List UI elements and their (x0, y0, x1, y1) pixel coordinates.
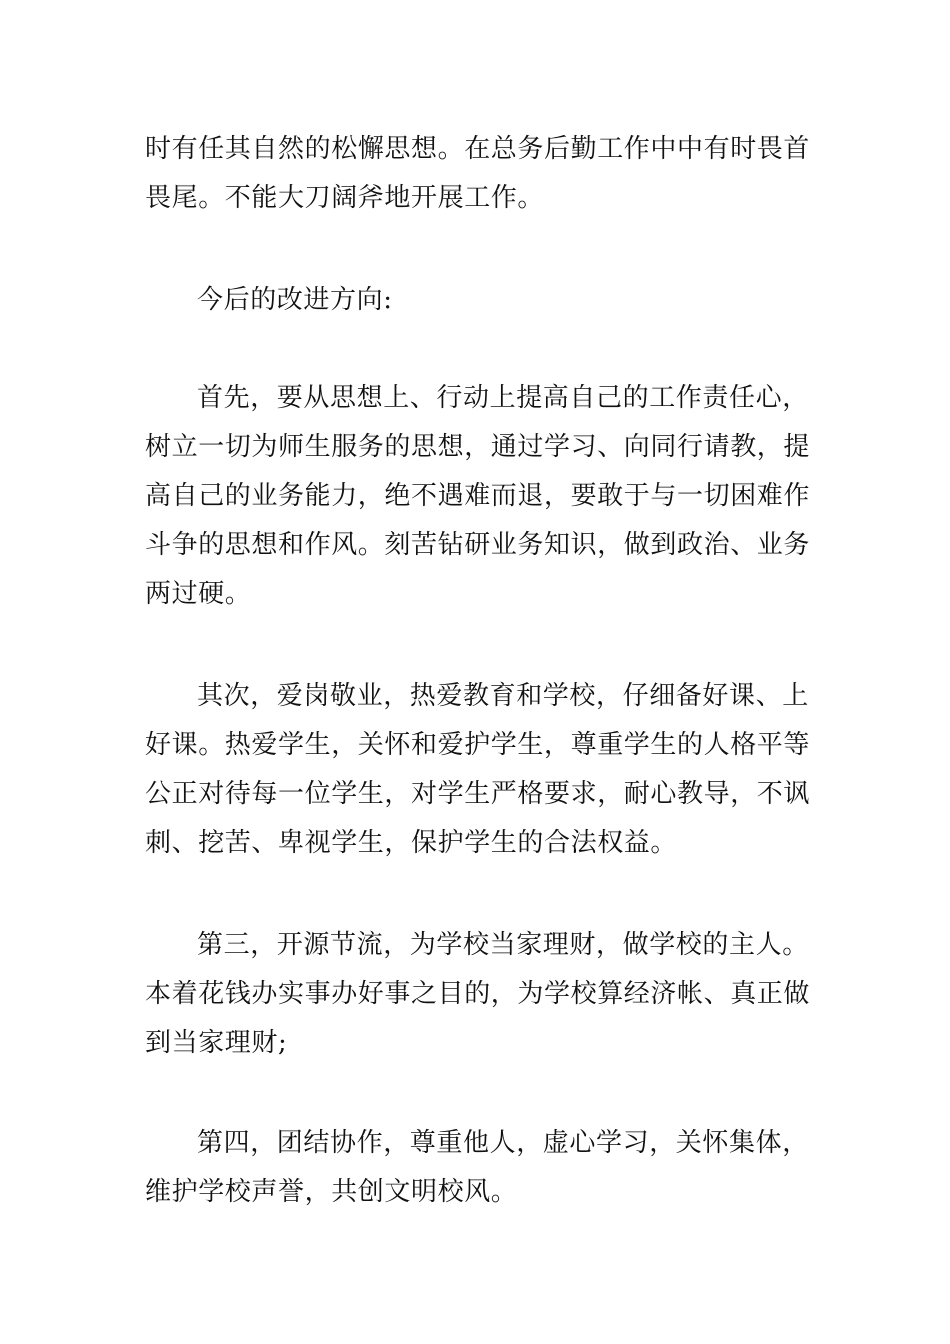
text-line: 首先，要从思想上、行动上提高自己的工作责任心， (197, 383, 809, 413)
text-line: 斗争的思想和作风。刻苦钻研业务知识，做到政治、业务 (145, 530, 811, 560)
text-line: 第三，开源节流，为学校当家理财，做学校的主人。 (197, 930, 809, 960)
text-line: 本着花钱办实事办好事之目的，为学校算经济帐、真正做 (145, 979, 811, 1009)
paragraph-third (145, 921, 810, 1068)
paragraph-second (145, 672, 810, 868)
paragraph-continuation (145, 125, 810, 223)
text-line: 好课。热爱学生，关怀和爱护学生，尊重学生的人格平等 (145, 730, 811, 760)
text-line: 今后的改进方向: (197, 285, 393, 315)
paragraph-improvement-heading (145, 276, 810, 325)
text-line: 时有任其自然的松懈思想。在总务后勤工作中中有时畏首 (145, 134, 811, 164)
text-line: 第四，团结协作，尊重他人，虚心学习，关怀集体， (197, 1128, 809, 1158)
text-line: 畏尾。不能大刀阔斧地开展工作。 (145, 183, 545, 213)
text-line: 高自己的业务能力，绝不遇难而退，要敢于与一切困难作 (145, 481, 811, 511)
text-line: 到当家理财; (145, 1028, 288, 1058)
text-line: 维护学校声誉，共创文明校风。 (145, 1177, 518, 1207)
text-line: 公正对待每一位学生，对学生严格要求，耐心教导，不讽 (145, 779, 811, 809)
paragraph-first (145, 374, 810, 619)
paragraph-fourth (145, 1119, 810, 1217)
text-line: 刺、挖苦、卑视学生，保护学生的合法权益。 (145, 828, 678, 858)
text-line: 树立一切为师生服务的思想，通过学习、向同行请教，提 (145, 432, 811, 462)
text-line: 其次，爱岗敬业，热爱教育和学校，仔细备好课、上 (197, 681, 809, 711)
text-line: 两过硬。 (145, 579, 252, 609)
